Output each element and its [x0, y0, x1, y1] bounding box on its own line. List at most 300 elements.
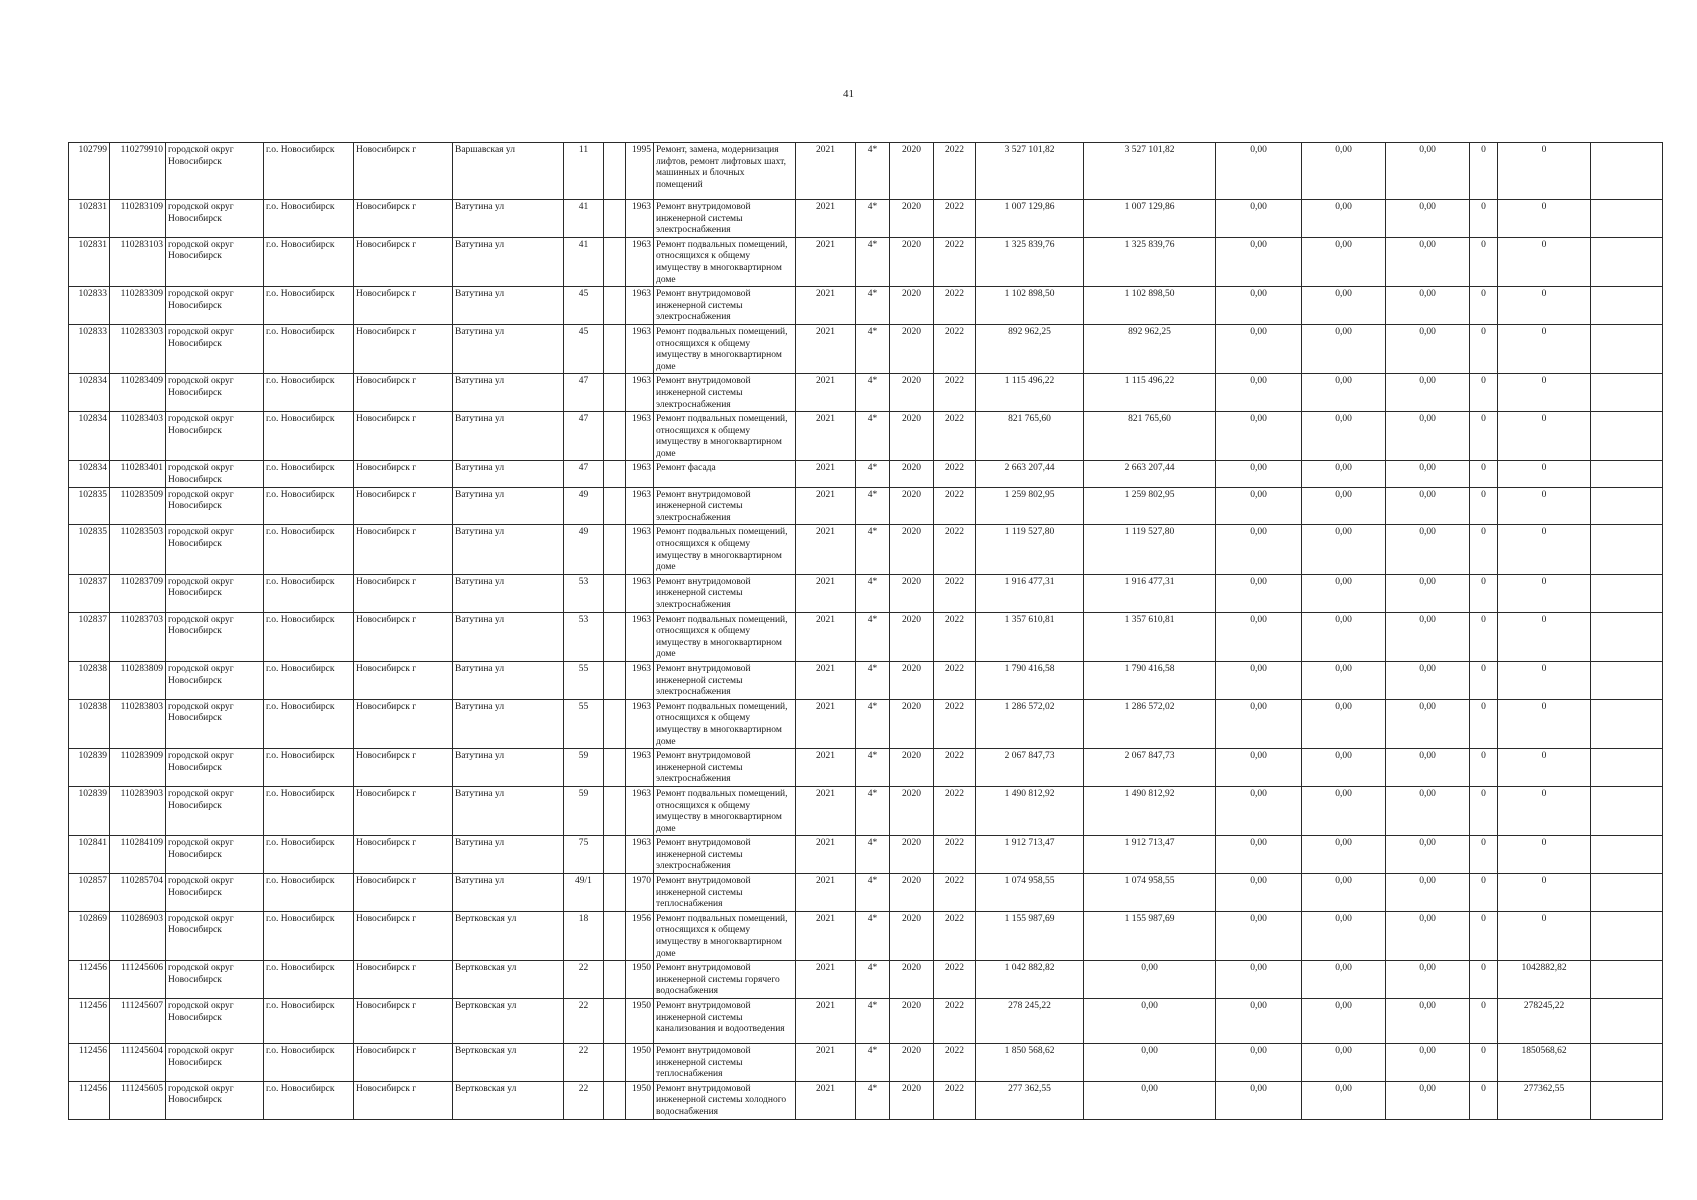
cell-street: Ватутина ул	[453, 786, 564, 835]
cell-settlement: г.о. Новосибирск	[264, 324, 354, 373]
cell-work-id: 111245604	[110, 1044, 166, 1082]
cell-owners-funds: 0	[1470, 237, 1498, 286]
cell-plan-year: 2021	[796, 661, 856, 699]
cell-house-number: 47	[564, 412, 604, 461]
cell-object-id: 102833	[69, 287, 110, 325]
cell-other-funds: 0	[1498, 487, 1591, 525]
cell-total-cost: 1 916 477,31	[976, 574, 1084, 612]
cell-other-funds: 0	[1498, 749, 1591, 787]
cell-fund-cost: 1 074 958,55	[1084, 874, 1216, 912]
cell-street: Вертковская ул	[453, 999, 564, 1044]
cell-house-number: 59	[564, 749, 604, 787]
cell-locality: Новосибирск г	[354, 574, 453, 612]
cell-object-id: 102834	[69, 412, 110, 461]
cell-total-cost: 1 912 713,47	[976, 836, 1084, 874]
cell-year-built: 1963	[626, 412, 654, 461]
cell-object-id: 102839	[69, 786, 110, 835]
cell-total-cost: 1 074 958,55	[976, 874, 1084, 912]
cell-owners-funds: 0	[1470, 836, 1498, 874]
cell-work-id: 110283103	[110, 237, 166, 286]
cell-work-id: 110283809	[110, 661, 166, 699]
cell-house-number: 59	[564, 786, 604, 835]
cell-municipal-district: городской округ Новосибирск	[166, 999, 264, 1044]
cell-total-cost: 278 245,22	[976, 999, 1084, 1044]
cell-work-id: 110283703	[110, 612, 166, 661]
cell-building	[604, 786, 626, 835]
cell-end-year: 2022	[934, 661, 976, 699]
cell-year-built: 1950	[626, 999, 654, 1044]
cell-municipal-district: городской округ Новосибирск	[166, 200, 264, 238]
cell-year-built: 1963	[626, 699, 654, 748]
cell-street: Вертковская ул	[453, 1044, 564, 1082]
cell-owners-funds: 0	[1470, 374, 1498, 412]
table-row	[69, 412, 1663, 461]
cell-street: Ватутина ул	[453, 461, 564, 487]
cell-other-funds: 278245,22	[1498, 999, 1591, 1044]
cell-fund-cost: 2 663 207,44	[1084, 461, 1216, 487]
cell-year-built: 1963	[626, 487, 654, 525]
cell-municipal-district: городской округ Новосибирск	[166, 1044, 264, 1082]
cell-municipal-district: городской округ Новосибирск	[166, 786, 264, 835]
cell-fund-cost: 2 067 847,73	[1084, 749, 1216, 787]
cell-fund-cost: 0,00	[1084, 1081, 1216, 1119]
cell-priority: 4*	[856, 143, 890, 200]
cell-work-id: 110285704	[110, 874, 166, 912]
cell-owners-funds: 0	[1470, 200, 1498, 238]
cell-work-id: 110283903	[110, 786, 166, 835]
cell-plan-year: 2021	[796, 237, 856, 286]
cell-federal-funds: 0,00	[1216, 1081, 1302, 1119]
cell-owners-funds: 0	[1470, 412, 1498, 461]
cell-work-type: Ремонт подвальных помещений, относящихся к общему имуществу в многоквартирном доме	[654, 786, 796, 835]
cell-building	[604, 1044, 626, 1082]
cell-end-year: 2022	[934, 999, 976, 1044]
cell-locality: Новосибирск г	[354, 836, 453, 874]
cell-local-funds: 0,00	[1386, 287, 1470, 325]
cell-locality: Новосибирск г	[354, 461, 453, 487]
cell-house-number: 53	[564, 574, 604, 612]
cell-federal-funds: 0,00	[1216, 287, 1302, 325]
cell-start-year: 2020	[890, 1044, 934, 1082]
cell-year-built: 1963	[626, 200, 654, 238]
cell-street: Ватутина ул	[453, 699, 564, 748]
cell-start-year: 2020	[890, 287, 934, 325]
cell-total-cost: 1 155 987,69	[976, 911, 1084, 960]
cell-note	[1591, 999, 1663, 1044]
cell-plan-year: 2021	[796, 200, 856, 238]
cell-note	[1591, 374, 1663, 412]
cell-note	[1591, 836, 1663, 874]
cell-fund-cost: 1 119 527,80	[1084, 525, 1216, 574]
cell-end-year: 2022	[934, 412, 976, 461]
cell-object-id: 102834	[69, 461, 110, 487]
cell-total-cost: 892 962,25	[976, 324, 1084, 373]
cell-fund-cost: 1 790 416,58	[1084, 661, 1216, 699]
cell-regional-funds: 0,00	[1302, 237, 1386, 286]
cell-year-built: 1950	[626, 1044, 654, 1082]
cell-street: Ватутина ул	[453, 374, 564, 412]
cell-federal-funds: 0,00	[1216, 412, 1302, 461]
cell-priority: 4*	[856, 911, 890, 960]
cell-plan-year: 2021	[796, 574, 856, 612]
cell-end-year: 2022	[934, 487, 976, 525]
cell-house-number: 49	[564, 525, 604, 574]
cell-object-id: 102799	[69, 143, 110, 200]
cell-object-id: 102857	[69, 874, 110, 912]
cell-building	[604, 836, 626, 874]
cell-municipal-district: городской округ Новосибирск	[166, 412, 264, 461]
cell-plan-year: 2021	[796, 961, 856, 999]
cell-house-number: 49	[564, 487, 604, 525]
cell-owners-funds: 0	[1470, 699, 1498, 748]
cell-building	[604, 200, 626, 238]
table-row	[69, 749, 1663, 787]
cell-start-year: 2020	[890, 487, 934, 525]
cell-plan-year: 2021	[796, 525, 856, 574]
cell-priority: 4*	[856, 412, 890, 461]
cell-start-year: 2020	[890, 237, 934, 286]
cell-fund-cost: 1 115 496,22	[1084, 374, 1216, 412]
table-row	[69, 836, 1663, 874]
cell-total-cost: 1 007 129,86	[976, 200, 1084, 238]
cell-plan-year: 2021	[796, 374, 856, 412]
cell-object-id: 102838	[69, 661, 110, 699]
cell-year-built: 1950	[626, 961, 654, 999]
cell-priority: 4*	[856, 999, 890, 1044]
cell-owners-funds: 0	[1470, 574, 1498, 612]
cell-settlement: г.о. Новосибирск	[264, 961, 354, 999]
cell-work-type: Ремонт внутридомовой инженерной системы электроснабжения	[654, 661, 796, 699]
cell-plan-year: 2021	[796, 699, 856, 748]
cell-start-year: 2020	[890, 749, 934, 787]
cell-settlement: г.о. Новосибирск	[264, 461, 354, 487]
cell-work-id: 111245607	[110, 999, 166, 1044]
capital-repair-table	[68, 142, 1663, 1120]
cell-other-funds: 0	[1498, 874, 1591, 912]
cell-owners-funds: 0	[1470, 999, 1498, 1044]
cell-plan-year: 2021	[796, 143, 856, 200]
cell-end-year: 2022	[934, 836, 976, 874]
cell-building	[604, 749, 626, 787]
cell-work-type: Ремонт внутридомовой инженерной системы канализования и водоотведения	[654, 999, 796, 1044]
cell-total-cost: 1 286 572,02	[976, 699, 1084, 748]
cell-object-id: 112456	[69, 999, 110, 1044]
cell-locality: Новосибирск г	[354, 374, 453, 412]
cell-house-number: 55	[564, 661, 604, 699]
cell-regional-funds: 0,00	[1302, 612, 1386, 661]
cell-start-year: 2020	[890, 574, 934, 612]
cell-start-year: 2020	[890, 874, 934, 912]
cell-regional-funds: 0,00	[1302, 661, 1386, 699]
cell-start-year: 2020	[890, 612, 934, 661]
cell-priority: 4*	[856, 525, 890, 574]
cell-other-funds: 0	[1498, 287, 1591, 325]
cell-year-built: 1963	[626, 374, 654, 412]
cell-building	[604, 287, 626, 325]
cell-start-year: 2020	[890, 911, 934, 960]
cell-owners-funds: 0	[1470, 324, 1498, 373]
cell-municipal-district: городской округ Новосибирск	[166, 461, 264, 487]
cell-owners-funds: 0	[1470, 911, 1498, 960]
cell-settlement: г.о. Новосибирск	[264, 200, 354, 238]
cell-local-funds: 0,00	[1386, 574, 1470, 612]
cell-federal-funds: 0,00	[1216, 836, 1302, 874]
cell-fund-cost: 1 007 129,86	[1084, 200, 1216, 238]
cell-locality: Новосибирск г	[354, 874, 453, 912]
cell-municipal-district: городской округ Новосибирск	[166, 749, 264, 787]
cell-street: Ватутина ул	[453, 661, 564, 699]
cell-year-built: 1963	[626, 574, 654, 612]
table-row	[69, 961, 1663, 999]
cell-other-funds: 277362,55	[1498, 1081, 1591, 1119]
cell-street: Вертковская ул	[453, 961, 564, 999]
cell-building	[604, 143, 626, 200]
cell-total-cost: 1 325 839,76	[976, 237, 1084, 286]
cell-building	[604, 461, 626, 487]
cell-owners-funds: 0	[1470, 1044, 1498, 1082]
cell-year-built: 1963	[626, 287, 654, 325]
cell-federal-funds: 0,00	[1216, 699, 1302, 748]
cell-local-funds: 0,00	[1386, 699, 1470, 748]
cell-other-funds: 1042882,82	[1498, 961, 1591, 999]
cell-fund-cost: 1 286 572,02	[1084, 699, 1216, 748]
cell-owners-funds: 0	[1470, 874, 1498, 912]
cell-street: Ватутина ул	[453, 749, 564, 787]
cell-start-year: 2020	[890, 412, 934, 461]
cell-locality: Новосибирск г	[354, 143, 453, 200]
cell-street: Ватутина ул	[453, 525, 564, 574]
cell-work-type: Ремонт внутридомовой инженерной системы электроснабжения	[654, 200, 796, 238]
cell-house-number: 47	[564, 461, 604, 487]
cell-regional-funds: 0,00	[1302, 143, 1386, 200]
cell-plan-year: 2021	[796, 287, 856, 325]
cell-owners-funds: 0	[1470, 661, 1498, 699]
cell-regional-funds: 0,00	[1302, 836, 1386, 874]
cell-locality: Новосибирск г	[354, 324, 453, 373]
cell-work-type: Ремонт, замена, модернизация лифтов, ремонт лифтовых шахт, машинных и блочных помещений	[654, 143, 796, 200]
cell-local-funds: 0,00	[1386, 487, 1470, 525]
cell-start-year: 2020	[890, 661, 934, 699]
cell-note	[1591, 461, 1663, 487]
table-body	[69, 143, 1663, 1120]
cell-street: Ватутина ул	[453, 612, 564, 661]
cell-work-type: Ремонт внутридомовой инженерной системы электроснабжения	[654, 487, 796, 525]
cell-locality: Новосибирск г	[354, 911, 453, 960]
cell-work-type: Ремонт внутридомовой инженерной системы теплоснабжения	[654, 1044, 796, 1082]
cell-building	[604, 612, 626, 661]
cell-municipal-district: городской округ Новосибирск	[166, 699, 264, 748]
cell-street: Вертковская ул	[453, 1081, 564, 1119]
cell-regional-funds: 0,00	[1302, 961, 1386, 999]
cell-municipal-district: городской округ Новосибирск	[166, 324, 264, 373]
cell-building	[604, 525, 626, 574]
cell-municipal-district: городской округ Новосибирск	[166, 1081, 264, 1119]
cell-street: Ватутина ул	[453, 836, 564, 874]
cell-settlement: г.о. Новосибирск	[264, 287, 354, 325]
cell-note	[1591, 911, 1663, 960]
table-row	[69, 999, 1663, 1044]
cell-house-number: 22	[564, 999, 604, 1044]
cell-building	[604, 1081, 626, 1119]
cell-start-year: 2020	[890, 200, 934, 238]
cell-other-funds: 0	[1498, 661, 1591, 699]
cell-building	[604, 661, 626, 699]
cell-regional-funds: 0,00	[1302, 200, 1386, 238]
cell-year-built: 1956	[626, 911, 654, 960]
cell-total-cost: 1 102 898,50	[976, 287, 1084, 325]
cell-work-type: Ремонт внутридомовой инженерной системы электроснабжения	[654, 836, 796, 874]
cell-note	[1591, 661, 1663, 699]
cell-owners-funds: 0	[1470, 143, 1498, 200]
cell-fund-cost: 0,00	[1084, 961, 1216, 999]
cell-year-built: 1950	[626, 1081, 654, 1119]
table-row	[69, 374, 1663, 412]
cell-fund-cost: 1 155 987,69	[1084, 911, 1216, 960]
cell-owners-funds: 0	[1470, 961, 1498, 999]
cell-end-year: 2022	[934, 911, 976, 960]
cell-federal-funds: 0,00	[1216, 961, 1302, 999]
cell-object-id: 112456	[69, 1081, 110, 1119]
cell-other-funds: 0	[1498, 324, 1591, 373]
cell-object-id: 102831	[69, 200, 110, 238]
cell-federal-funds: 0,00	[1216, 574, 1302, 612]
cell-total-cost: 1 115 496,22	[976, 374, 1084, 412]
cell-other-funds: 0	[1498, 699, 1591, 748]
table-row	[69, 461, 1663, 487]
cell-municipal-district: городской округ Новосибирск	[166, 143, 264, 200]
table-row	[69, 874, 1663, 912]
cell-settlement: г.о. Новосибирск	[264, 1044, 354, 1082]
table-row	[69, 200, 1663, 238]
cell-plan-year: 2021	[796, 461, 856, 487]
cell-year-built: 1995	[626, 143, 654, 200]
cell-other-funds: 0	[1498, 461, 1591, 487]
cell-object-id: 102869	[69, 911, 110, 960]
cell-settlement: г.о. Новосибирск	[264, 911, 354, 960]
cell-work-id: 110283503	[110, 525, 166, 574]
cell-locality: Новосибирск г	[354, 786, 453, 835]
cell-settlement: г.о. Новосибирск	[264, 412, 354, 461]
cell-end-year: 2022	[934, 874, 976, 912]
cell-work-type: Ремонт внутридомовой инженерной системы холодного водоснабжения	[654, 1081, 796, 1119]
cell-local-funds: 0,00	[1386, 661, 1470, 699]
cell-local-funds: 0,00	[1386, 874, 1470, 912]
cell-start-year: 2020	[890, 961, 934, 999]
cell-plan-year: 2021	[796, 1044, 856, 1082]
cell-total-cost: 1 119 527,80	[976, 525, 1084, 574]
cell-end-year: 2022	[934, 961, 976, 999]
cell-year-built: 1963	[626, 661, 654, 699]
cell-settlement: г.о. Новосибирск	[264, 374, 354, 412]
cell-start-year: 2020	[890, 324, 934, 373]
cell-house-number: 41	[564, 200, 604, 238]
cell-other-funds: 0	[1498, 200, 1591, 238]
cell-municipal-district: городской округ Новосибирск	[166, 525, 264, 574]
cell-locality: Новосибирск г	[354, 237, 453, 286]
cell-priority: 4*	[856, 574, 890, 612]
cell-object-id: 112456	[69, 1044, 110, 1082]
cell-federal-funds: 0,00	[1216, 911, 1302, 960]
cell-municipal-district: городской округ Новосибирск	[166, 961, 264, 999]
table-row	[69, 911, 1663, 960]
cell-work-type: Ремонт внутридомовой инженерной системы электроснабжения	[654, 374, 796, 412]
cell-total-cost: 821 765,60	[976, 412, 1084, 461]
cell-priority: 4*	[856, 324, 890, 373]
cell-owners-funds: 0	[1470, 487, 1498, 525]
cell-municipal-district: городской округ Новосибирск	[166, 237, 264, 286]
cell-locality: Новосибирск г	[354, 961, 453, 999]
cell-work-id: 110286903	[110, 911, 166, 960]
cell-note	[1591, 287, 1663, 325]
cell-note	[1591, 749, 1663, 787]
cell-federal-funds: 0,00	[1216, 1044, 1302, 1082]
cell-fund-cost: 1 357 610,81	[1084, 612, 1216, 661]
table-row	[69, 237, 1663, 286]
cell-street: Ватутина ул	[453, 324, 564, 373]
cell-work-type: Ремонт подвальных помещений, относящихся к общему имуществу в многоквартирном доме	[654, 412, 796, 461]
cell-end-year: 2022	[934, 461, 976, 487]
cell-year-built: 1963	[626, 237, 654, 286]
cell-end-year: 2022	[934, 574, 976, 612]
cell-local-funds: 0,00	[1386, 200, 1470, 238]
cell-work-type: Ремонт внутридомовой инженерной системы теплоснабжения	[654, 874, 796, 912]
cell-plan-year: 2021	[796, 786, 856, 835]
cell-year-built: 1970	[626, 874, 654, 912]
cell-total-cost: 1 259 802,95	[976, 487, 1084, 525]
cell-end-year: 2022	[934, 237, 976, 286]
cell-regional-funds: 0,00	[1302, 324, 1386, 373]
cell-street: Ватутина ул	[453, 412, 564, 461]
cell-street: Ватутина ул	[453, 237, 564, 286]
cell-municipal-district: городской округ Новосибирск	[166, 836, 264, 874]
cell-note	[1591, 487, 1663, 525]
cell-work-type: Ремонт фасада	[654, 461, 796, 487]
cell-regional-funds: 0,00	[1302, 487, 1386, 525]
cell-note	[1591, 200, 1663, 238]
cell-priority: 4*	[856, 1081, 890, 1119]
table-row	[69, 786, 1663, 835]
cell-locality: Новосибирск г	[354, 1044, 453, 1082]
cell-note	[1591, 525, 1663, 574]
cell-house-number: 18	[564, 911, 604, 960]
cell-other-funds: 0	[1498, 374, 1591, 412]
cell-street: Вертковская ул	[453, 911, 564, 960]
cell-local-funds: 0,00	[1386, 237, 1470, 286]
table-row	[69, 1044, 1663, 1082]
cell-total-cost: 2 663 207,44	[976, 461, 1084, 487]
cell-plan-year: 2021	[796, 612, 856, 661]
cell-other-funds: 0	[1498, 412, 1591, 461]
cell-total-cost: 1 357 610,81	[976, 612, 1084, 661]
cell-building	[604, 237, 626, 286]
cell-settlement: г.о. Новосибирск	[264, 874, 354, 912]
table-row	[69, 143, 1663, 200]
cell-work-id: 110283409	[110, 374, 166, 412]
cell-end-year: 2022	[934, 1081, 976, 1119]
cell-building	[604, 487, 626, 525]
cell-plan-year: 2021	[796, 487, 856, 525]
cell-locality: Новосибирск г	[354, 412, 453, 461]
cell-municipal-district: городской округ Новосибирск	[166, 487, 264, 525]
cell-local-funds: 0,00	[1386, 461, 1470, 487]
cell-note	[1591, 143, 1663, 200]
cell-total-cost: 277 362,55	[976, 1081, 1084, 1119]
cell-other-funds: 0	[1498, 574, 1591, 612]
cell-regional-funds: 0,00	[1302, 911, 1386, 960]
cell-object-id: 102833	[69, 324, 110, 373]
cell-regional-funds: 0,00	[1302, 874, 1386, 912]
cell-settlement: г.о. Новосибирск	[264, 487, 354, 525]
